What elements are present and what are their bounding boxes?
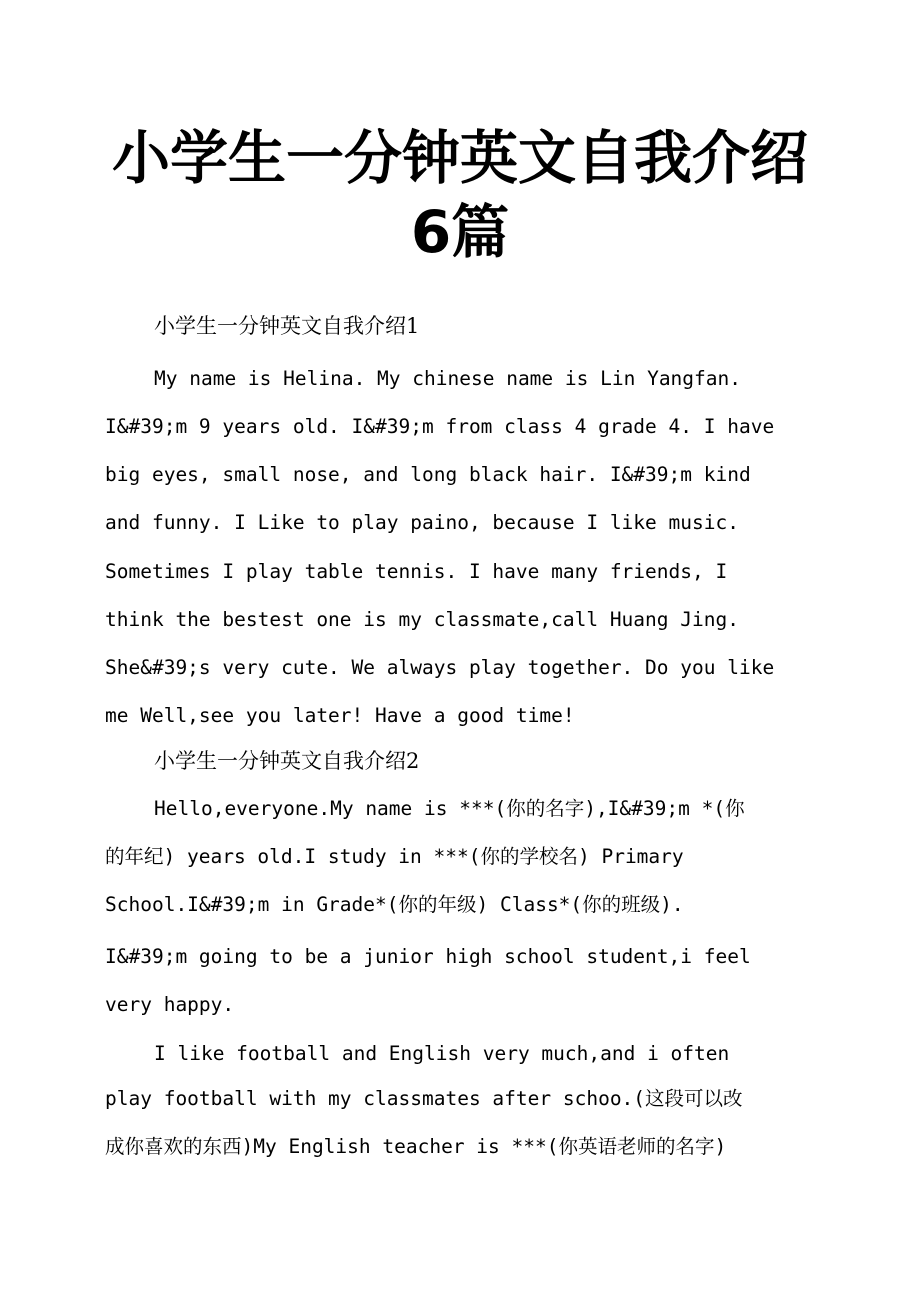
paragraph-line: big eyes, small nose, and long black hair. I&#39;m kind [105, 463, 751, 486]
paragraph-line: Sometimes I play table tennis. I have many friends, I [105, 560, 728, 583]
paragraph-line: very happy. [105, 993, 235, 1016]
paragraph-line: play football with my classmates after schoo.(这段可以改 [105, 1087, 743, 1110]
paragraph-line: School.I&#39;m in Grade*(你的年级) Class*(你的班级). [105, 893, 684, 916]
paragraph-line: I like football and English very much,and i often [154, 1042, 730, 1065]
paragraph-line: think the bestest one is my classmate,call Huang Jing. [105, 608, 739, 631]
paragraph-line: She&#39;s very cute. We always play together. Do you like [105, 656, 775, 679]
paragraph-line: My name is Helina. My chinese name is Lin Yangfan. [154, 367, 741, 390]
paragraph-line: I&#39;m going to be a junior high school student,i feel [105, 945, 751, 968]
paragraph-line: and funny. I Like to play paino, because I like music. [105, 511, 739, 534]
paragraph-line: 的年纪) years old.I study in ***(你的学校名) Primary [105, 845, 684, 868]
paragraph-line: 成你喜欢的东西)My English teacher is ***(你英语老师的名字) [105, 1135, 727, 1158]
section-1-heading: 小学生一分钟英文自我介绍1 [154, 314, 420, 338]
section-2-heading: 小学生一分钟英文自我介绍2 [154, 749, 420, 773]
paragraph-line: me Well,see you later! Have a good time! [105, 704, 575, 727]
paragraph-line: I&#39;m 9 years old. I&#39;m from class 4 grade 4. I have [105, 415, 775, 438]
paragraph-line: Hello,everyone.My name is ***(你的名字),I&#39;m *(你 [154, 797, 745, 820]
document-title-line-1: 小学生一分钟英文自我介绍 [111, 124, 808, 192]
document-title-line-2: 6篇 [410, 198, 510, 266]
